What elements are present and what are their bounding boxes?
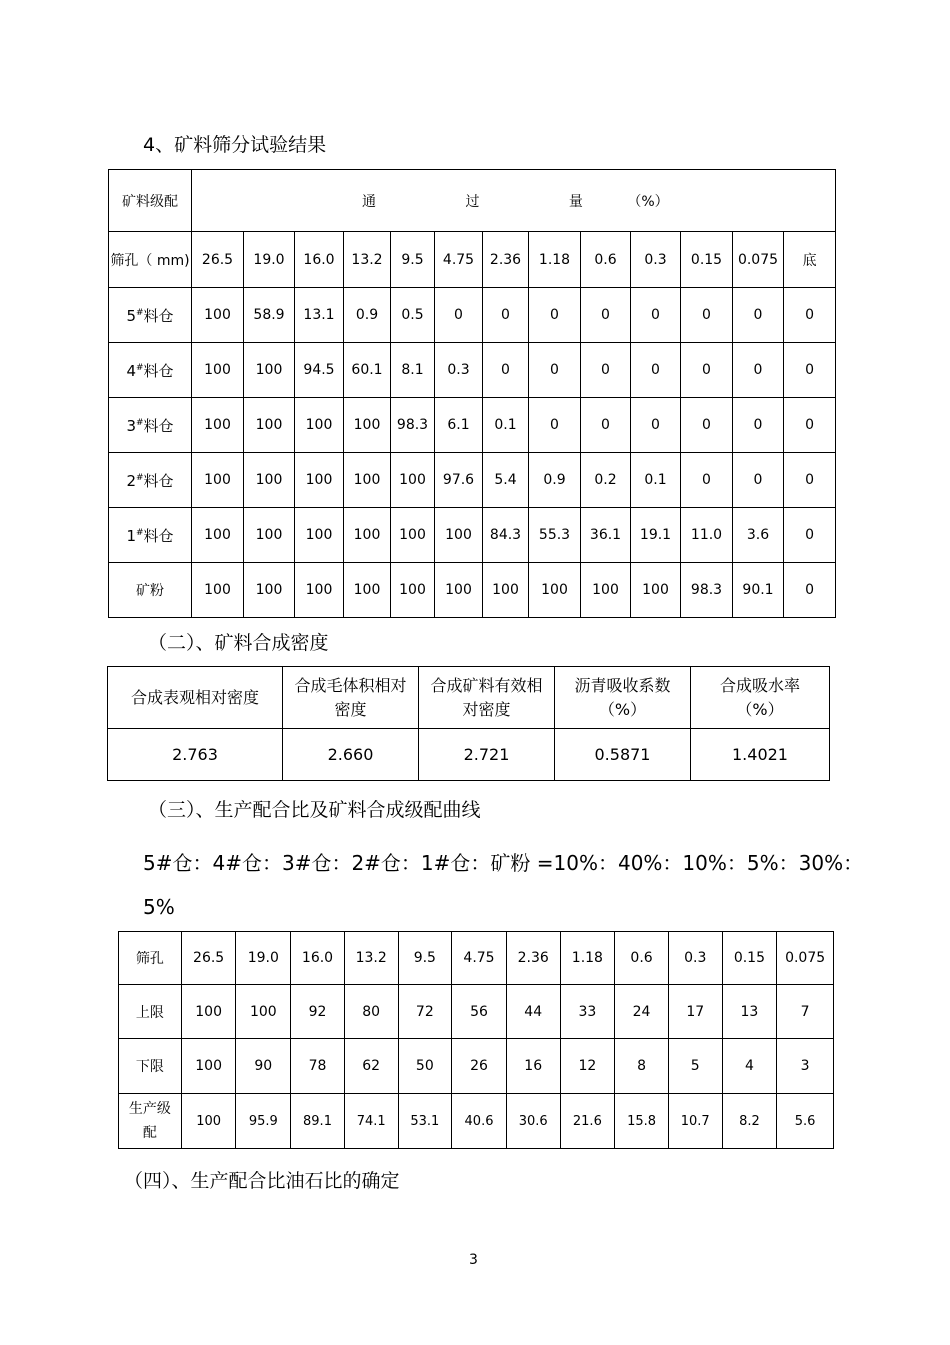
gradation-cell: 5.6 — [777, 1094, 834, 1149]
value-cell: 100 — [391, 508, 435, 563]
gradation-label: 下限 — [119, 1039, 182, 1094]
bin-name: 料仓 — [143, 306, 174, 325]
gradation-cell: 26 — [452, 1039, 507, 1094]
mix-ratio-line-1: 5#仓：4#仓：3#仓：2#仓：1#仓：矿粉 =10%：40%：10%：5%：30%： — [143, 851, 864, 875]
gradation-cell: 50 — [398, 1039, 452, 1094]
gradation-cell: 1.18 — [560, 932, 615, 985]
size-cell: 0.075 — [733, 232, 784, 288]
value-cell: 3.6 — [733, 508, 784, 563]
gradation-cell: 3 — [777, 1039, 834, 1094]
value-cell: 0 — [581, 398, 631, 453]
value-cell: 100 — [192, 288, 244, 343]
size-cell: 16.0 — [295, 232, 344, 288]
bin-number: 1 — [126, 526, 136, 545]
value-cell: 98.3 — [681, 563, 733, 618]
gradation-cell: 19.0 — [236, 932, 291, 985]
value-cell: 0.1 — [631, 453, 681, 508]
value-cell: 0 — [784, 288, 836, 343]
value-cell: 0 — [581, 288, 631, 343]
value-cell: 100 — [344, 453, 391, 508]
gradation-cell: 89.1 — [291, 1094, 345, 1149]
gradation-cell: 100 — [236, 985, 291, 1039]
value-cell: 0 — [483, 343, 529, 398]
value-cell: 100 — [529, 563, 581, 618]
value-cell: 0 — [529, 288, 581, 343]
bin-label — [109, 453, 192, 508]
value-cell: 100 — [435, 508, 483, 563]
value-cell: 100 — [192, 453, 244, 508]
gradation-cell: 10.7 — [668, 1094, 722, 1149]
gradation-cell: 2.36 — [506, 932, 560, 985]
section-heading-ratio: （三）、生产配合比及矿料合成级配曲线 — [148, 799, 481, 821]
size-cell: 9.5 — [391, 232, 435, 288]
value-cell: 100 — [391, 453, 435, 508]
value-cell: 0 — [784, 343, 836, 398]
value-cell: 100 — [344, 563, 391, 618]
size-cell: 底 — [784, 232, 836, 288]
gradation-cell: 0.075 — [777, 932, 834, 985]
value-cell: 0.9 — [529, 453, 581, 508]
size-cell: 4.75 — [435, 232, 483, 288]
value-cell: 100 — [295, 398, 344, 453]
value-cell: 0 — [681, 343, 733, 398]
bin-row — [109, 453, 836, 508]
bin-row — [109, 563, 836, 618]
gradation-cell: 26.5 — [181, 932, 236, 985]
gradation-label: 上限 — [119, 985, 182, 1039]
value-cell: 100 — [244, 398, 295, 453]
value-cell: 100 — [435, 563, 483, 618]
gradation-cell: 15.8 — [615, 1094, 669, 1149]
pass-char-4: （%） — [627, 193, 669, 210]
value-cell: 100 — [631, 563, 681, 618]
value-cell: 0 — [681, 398, 733, 453]
value-cell: 5.4 — [483, 453, 529, 508]
gradation-cell: 78 — [291, 1039, 345, 1094]
density-value: 1.4021 — [691, 729, 830, 781]
density-header: 合成吸水率（%） — [691, 667, 830, 729]
value-cell: 98.3 — [391, 398, 435, 453]
density-value: 2.660 — [283, 729, 419, 781]
gradation-table — [118, 931, 834, 1149]
value-cell: 0 — [529, 398, 581, 453]
bin-sup: # — [135, 472, 144, 483]
value-cell: 0 — [631, 288, 681, 343]
sieve-label: 筛孔（ mm) — [109, 232, 192, 288]
value-cell: 0.3 — [435, 343, 483, 398]
value-cell: 0.9 — [344, 288, 391, 343]
gradation-cell: 5 — [668, 1039, 722, 1094]
bin-sup: # — [135, 362, 144, 373]
gradation-cell: 100 — [181, 1094, 236, 1149]
value-cell: 94.5 — [295, 343, 344, 398]
value-cell: 84.3 — [483, 508, 529, 563]
gradation-cell: 72 — [398, 985, 452, 1039]
value-cell: 100 — [192, 563, 244, 618]
section-heading-density: （二）、矿料合成密度 — [148, 632, 329, 654]
bin-label — [109, 508, 192, 563]
density-header: 沥青吸收系数（%） — [555, 667, 691, 729]
bin-number: 5 — [126, 306, 136, 325]
gradation-cell: 0.15 — [722, 932, 777, 985]
value-cell: 0 — [529, 343, 581, 398]
value-cell: 90.1 — [733, 563, 784, 618]
value-cell: 100 — [391, 563, 435, 618]
gradation-cell: 21.6 — [560, 1094, 615, 1149]
gradation-cell: 0.6 — [615, 932, 669, 985]
size-cell: 1.18 — [529, 232, 581, 288]
value-cell: 0 — [733, 398, 784, 453]
gradation-cell: 8 — [615, 1039, 669, 1094]
value-cell: 8.1 — [391, 343, 435, 398]
value-cell: 0 — [784, 398, 836, 453]
value-cell: 100 — [244, 453, 295, 508]
gradation-cell: 56 — [452, 985, 507, 1039]
density-value: 2.763 — [108, 729, 283, 781]
value-cell: 19.1 — [631, 508, 681, 563]
bin-name: 料仓 — [143, 361, 174, 380]
gradation-cell: 7 — [777, 985, 834, 1039]
value-cell: 0 — [784, 563, 836, 618]
value-cell: 58.9 — [244, 288, 295, 343]
value-cell: 100 — [244, 508, 295, 563]
gradation-cell: 12 — [560, 1039, 615, 1094]
bin-number: 3 — [126, 416, 136, 435]
value-cell: 0 — [784, 453, 836, 508]
gradation-cell: 100 — [181, 1039, 236, 1094]
value-cell: 100 — [483, 563, 529, 618]
value-cell: 6.1 — [435, 398, 483, 453]
gradation-cell: 24 — [615, 985, 669, 1039]
bin-sup: # — [135, 527, 144, 538]
gradation-cell: 44 — [506, 985, 560, 1039]
value-cell: 0 — [733, 343, 784, 398]
bin-row — [109, 288, 836, 343]
pass-char-1: 通 — [362, 193, 376, 210]
value-cell: 100 — [295, 563, 344, 618]
gradation-cell: 92 — [291, 985, 345, 1039]
value-cell: 0 — [784, 508, 836, 563]
density-table — [107, 666, 830, 781]
value-cell: 0.5 — [391, 288, 435, 343]
size-cell: 13.2 — [344, 232, 391, 288]
gradation-cell: 74.1 — [344, 1094, 398, 1149]
value-cell: 0 — [733, 288, 784, 343]
gradation-cell: 4 — [722, 1039, 777, 1094]
bin-row — [109, 508, 836, 563]
gradation-label: 筛孔 — [119, 932, 182, 985]
gradation-cell: 16.0 — [291, 932, 345, 985]
value-cell: 0 — [681, 288, 733, 343]
gradation-cell: 90 — [236, 1039, 291, 1094]
gradation-cell: 62 — [344, 1039, 398, 1094]
gradation-cell: 100 — [181, 985, 236, 1039]
page-number: 3 — [469, 1252, 478, 1268]
value-cell: 0 — [483, 288, 529, 343]
section-heading-oil: （四）、生产配合比油石比的确定 — [124, 1170, 400, 1192]
gradation-cell: 80 — [344, 985, 398, 1039]
bin-label — [109, 288, 192, 343]
value-cell: 55.3 — [529, 508, 581, 563]
pass-char-2: 过 — [465, 193, 480, 210]
value-cell: 60.1 — [344, 343, 391, 398]
bin-label — [109, 398, 192, 453]
density-value: 2.721 — [419, 729, 555, 781]
value-cell: 11.0 — [681, 508, 733, 563]
value-cell: 0.1 — [483, 398, 529, 453]
value-cell: 13.1 — [295, 288, 344, 343]
value-cell: 100 — [295, 453, 344, 508]
bin-name: 料仓 — [143, 416, 174, 435]
sieve-size-row — [109, 232, 836, 288]
gradation-cell: 0.3 — [668, 932, 722, 985]
gradation-cell: 4.75 — [452, 932, 507, 985]
value-cell: 0 — [581, 343, 631, 398]
gradation-cell: 13.2 — [344, 932, 398, 985]
gradation-cell: 13 — [722, 985, 777, 1039]
pass-header — [192, 170, 836, 232]
value-cell: 100 — [192, 508, 244, 563]
gradation-cell: 16 — [506, 1039, 560, 1094]
value-cell: 0.2 — [581, 453, 631, 508]
value-cell: 100 — [192, 343, 244, 398]
value-cell: 100 — [192, 398, 244, 453]
size-cell: 0.15 — [681, 232, 733, 288]
size-cell: 19.0 — [244, 232, 295, 288]
mix-ratio-line-2: 5% — [143, 895, 175, 919]
size-cell: 2.36 — [483, 232, 529, 288]
bin-number: 4 — [126, 361, 136, 380]
bin-row — [109, 343, 836, 398]
gradation-cell: 17 — [668, 985, 722, 1039]
gradation-cell: 30.6 — [506, 1094, 560, 1149]
sieve-results-table — [108, 169, 836, 618]
size-cell: 0.3 — [631, 232, 681, 288]
bin-row — [109, 398, 836, 453]
bin-sup: # — [135, 417, 144, 428]
bin-label — [109, 343, 192, 398]
density-header: 合成毛体积相对密度 — [283, 667, 419, 729]
value-cell: 100 — [244, 343, 295, 398]
gradation-label: 生产级配 — [119, 1094, 182, 1149]
bin-sup: # — [135, 307, 144, 318]
size-cell: 0.6 — [581, 232, 631, 288]
gradation-row — [119, 1039, 834, 1094]
value-cell: 100 — [344, 398, 391, 453]
density-header: 合成矿料有效相对密度 — [419, 667, 555, 729]
gradation-cell: 40.6 — [452, 1094, 507, 1149]
density-header: 合成表观相对密度 — [108, 667, 283, 729]
size-cell: 26.5 — [192, 232, 244, 288]
gradation-cell: 53.1 — [398, 1094, 452, 1149]
value-cell: 100 — [295, 508, 344, 563]
bin-label: 矿粉 — [109, 563, 192, 618]
gradation-cell: 8.2 — [722, 1094, 777, 1149]
gradation-row — [119, 932, 834, 985]
value-cell: 100 — [344, 508, 391, 563]
pass-char-3: 量 — [568, 193, 583, 210]
gradation-cell: 9.5 — [398, 932, 452, 985]
corner-label: 矿料级配 — [109, 170, 192, 232]
value-cell: 0 — [435, 288, 483, 343]
bin-name: 料仓 — [143, 471, 174, 490]
section-heading-4: 4、矿料筛分试验结果 — [143, 134, 327, 156]
gradation-row — [119, 985, 834, 1039]
density-value: 0.5871 — [555, 729, 691, 781]
value-cell: 0 — [631, 343, 681, 398]
value-cell: 100 — [244, 563, 295, 618]
value-cell: 100 — [581, 563, 631, 618]
value-cell: 0 — [681, 453, 733, 508]
value-cell: 36.1 — [581, 508, 631, 563]
gradation-row — [119, 1094, 834, 1149]
gradation-cell: 95.9 — [236, 1094, 291, 1149]
bin-name: 料仓 — [143, 526, 174, 545]
bin-number: 2 — [126, 471, 136, 490]
gradation-cell: 33 — [560, 985, 615, 1039]
value-cell: 97.6 — [435, 453, 483, 508]
value-cell: 0 — [733, 453, 784, 508]
value-cell: 0 — [631, 398, 681, 453]
